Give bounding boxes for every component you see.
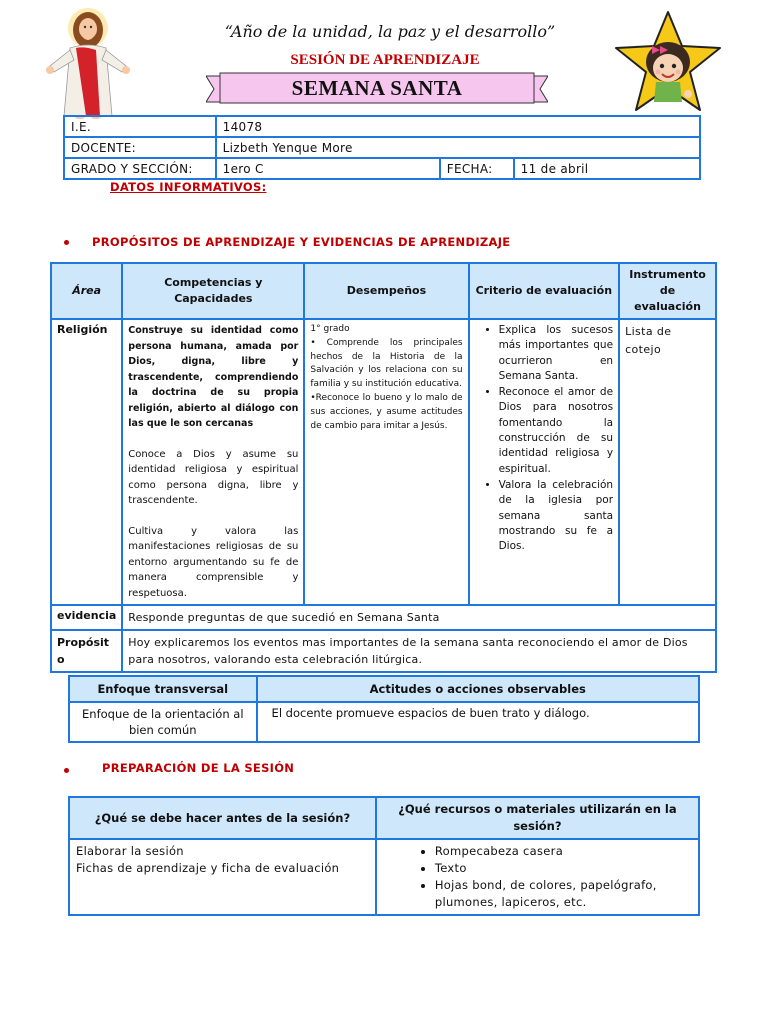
- bullet-icon: [64, 768, 69, 773]
- criterio-item: • Valora la celebración de la iglesia por semana santa mostrando su fe a Dios.: [499, 478, 613, 554]
- desempeno-1: • Comprende los principales hechos de la Historia de la Salvación y los relaciona con su familia y su institución educativa.: [310, 337, 463, 390]
- instrumento-value: Lista de cotejo: [619, 319, 716, 605]
- recurso-item: • Rompecabeza casera: [435, 843, 692, 860]
- header-criterio: Criterio de evaluación: [469, 263, 619, 319]
- recurso-item: • Hojas bond, de colores, papelógrafo, plumones, lapiceros, etc.: [435, 877, 692, 911]
- actitudes-value: El docente promueve espacios de buen trato y diálogo.: [257, 702, 699, 742]
- propositos-heading: PROPÓSITOS DE APRENDIZAJE Y EVIDENCIAS DE APRENDIZAJE: [92, 235, 511, 249]
- jesus-illustration: [40, 4, 136, 120]
- competencia-text: Construye su identidad como persona humana, amada por Dios, digna, libre y trascendente, comprendiendo la doctrina de su propia religión, abierto al diálogo con las que le son cercanas: [128, 325, 299, 429]
- enfoque-value: Enfoque de la orientación al bien común: [69, 702, 257, 742]
- recurso-item: • Texto: [435, 860, 692, 877]
- session-title: SESIÓN DE APRENDIZAJE: [290, 52, 480, 68]
- competencias-cell: [122, 319, 304, 605]
- area-value: Religión: [51, 319, 122, 605]
- evidencia-value: Responde preguntas de que sucedió en Semana Santa: [122, 605, 716, 630]
- criterio-item: • Reconoce el amor de Dios para nosotros fomentando la construcción de su identidad religiosa y espiritual.: [499, 385, 613, 477]
- datos-heading: DATOS INFORMATIVOS:: [110, 180, 267, 194]
- fecha-label: FECHA:: [440, 158, 514, 179]
- antes-item: Elaborar la sesión: [76, 844, 184, 858]
- info-table: [63, 115, 701, 180]
- header-instrumento: Instrumento de evaluación: [619, 263, 716, 319]
- proposito-value: Hoy explicaremos los eventos mas importantes de la semana santa reconociendo el amor de Dios para nosotros, valorando esta celebración litúrgica.: [122, 630, 716, 672]
- grado-value: 1ero C: [216, 158, 440, 179]
- ie-label: I.E.: [64, 116, 216, 137]
- criterio-item: • Explica los sucesos más importantes que ocurrieron en Semana Santa.: [499, 323, 613, 384]
- enfoque-table: [68, 675, 700, 743]
- banner-title: SEMANA SANTA: [291, 76, 463, 100]
- capacidad-2: Cultiva y valora las manifestaciones religiosas de su entorno argumentando su fe de manera comprensible y respetuosa.: [128, 525, 299, 599]
- header-desempenos: Desempeños: [304, 263, 468, 319]
- antes-item: Fichas de aprendizaje y ficha de evaluación: [76, 861, 340, 875]
- fecha-value: 11 de abril: [514, 158, 700, 179]
- motto: “Año de la unidad, la paz y el desarrollo”: [224, 22, 556, 41]
- actitudes-header: Actitudes o acciones observables: [257, 676, 699, 702]
- preparacion-table: [68, 796, 700, 916]
- desempeno-grado: 1° grado: [310, 324, 350, 334]
- bullet-icon: [64, 240, 69, 245]
- desempeno-2: •Reconoce lo bueno y lo malo de sus acciones, y asume actitudes de cambio para imitar a Jesús.: [310, 392, 463, 431]
- preparacion-heading: PREPARACIÓN DE LA SESIÓN: [102, 761, 295, 775]
- capacidad-1: Conoce a Dios y asume su identidad religiosa y espiritual como persona digna, libre y trascendente.: [128, 448, 299, 506]
- evidencia-label: evidencia: [51, 605, 122, 630]
- header-competencias: Competencias y Capacidades: [122, 263, 304, 319]
- criterio-cell: [469, 319, 619, 605]
- header-area: Área: [51, 263, 122, 319]
- docente-label: DOCENTE:: [64, 137, 216, 158]
- enfoque-header: Enfoque transversal: [69, 676, 257, 702]
- desempenos-cell: [304, 319, 468, 605]
- recursos-header: ¿Qué recursos o materiales utilizarán en la sesión?: [376, 797, 699, 839]
- recursos-cell: [376, 839, 699, 915]
- proposito-label: Propósito: [51, 630, 122, 672]
- docente-value: Lizbeth Yenque More: [216, 137, 700, 158]
- grado-label: GRADO Y SECCIÓN:: [64, 158, 216, 179]
- ie-value: 14078: [216, 116, 700, 137]
- antes-header: ¿Qué se debe hacer antes de la sesión?: [69, 797, 376, 839]
- propositos-table: [50, 262, 717, 673]
- antes-cell: [69, 839, 376, 915]
